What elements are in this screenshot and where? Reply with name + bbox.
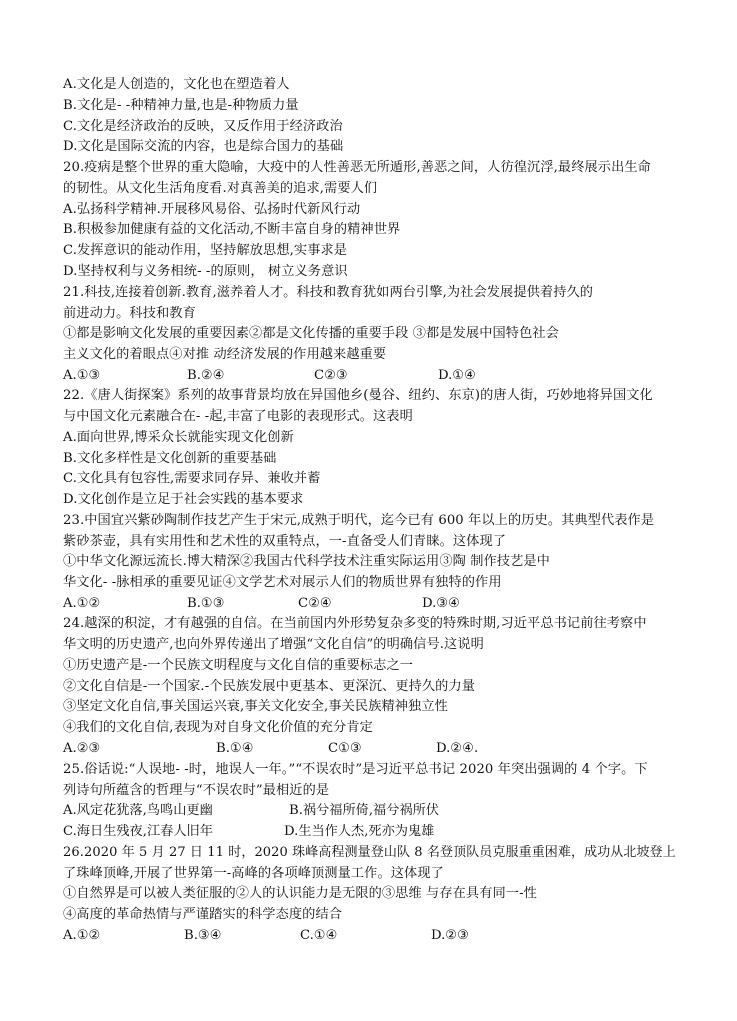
q23-stem-line-1: 23.中国宜兴紫砂陶制作技艺产生于宋元,成熟于明代，迄今已有 600 年以上的历史。其典型代表作是 <box>63 513 655 528</box>
q20-option-c: C.发挥意识的能动作用，坚持解放思想,实事求是 <box>63 243 348 258</box>
q22-option-b: B.文化多样性是文化创新的重要基础 <box>63 451 277 466</box>
q24-option-b: B.①④ <box>216 741 254 756</box>
q21-option-b: B.②④ <box>187 368 225 383</box>
q26-stem-line-1: 26.2020 年 5 月 27 日 11 时，2020 珠峰高程测量登山队 8 名登顶队员克服重重困难，成功从北坡登上 <box>63 845 676 860</box>
q26-statement-line-1: ①自然界是可以被人类征服的②人的认识能力是无限的③思维 与存在具有同一-性 <box>63 886 537 901</box>
q23-option-a: A.①② <box>63 596 101 611</box>
q20-stem-line-2: 的韧性。从文化生活角度看.对真善美的追求,需要人们 <box>63 181 378 196</box>
q26-option-c: C.①④ <box>300 928 338 943</box>
q21-stem-line-1: 21.科技,连接着创新.教育,滋养着人才。科技和教育犹如两台引擎,为社会发展提供着持久的 <box>63 285 594 300</box>
q24-option-a: A.②③ <box>63 741 101 756</box>
q26-option-d: D.②③ <box>431 928 469 943</box>
q22-option-a: A.面向世界,博采众长就能实现文化创新 <box>63 430 294 445</box>
q21-option-c: C②③ <box>314 368 348 383</box>
q26-stem-line-2: 了珠峰顶峰,开展了世界第一-高峰的各项峰顶测量工作。这体现了 <box>63 866 444 881</box>
q22-option-d: D.文化创作是立足于社会实践的基本要求 <box>63 492 304 507</box>
q22-option-c: C.文化具有包容性,需要求同存异、兼收并蓄 <box>63 471 321 486</box>
q20-option-b: B.积极参加健康有益的文化活动,不断丰富自身的精神世界 <box>63 222 401 237</box>
q24-stem-line-2: 华文明的历史遗产,也向外界传递出了增强“文化自信”的明确信号.这说明 <box>63 637 484 652</box>
q26-statement-line-2: ④高度的革命热情与严谨踏实的科学态度的结合 <box>63 907 343 922</box>
q19-option-c: C.文化是经济政治的反映，又反作用于经济政治 <box>63 119 343 134</box>
q24-statement-3: ③坚定文化自信,事关国运兴衰,事关文化安全,事关民族精神独立性 <box>63 699 448 714</box>
q23-stem-line-2: 紫砂茶壶，具有实用性和艺术性的双重特点，一-直备受人们青睐。这体现了 <box>63 534 507 549</box>
q22-stem-line-2: 与中国文化元素融合在- -起,丰富了电影的表现形式。这表明 <box>63 409 413 424</box>
q23-option-c: C②④ <box>298 596 332 611</box>
q21-option-d: D.①④ <box>438 368 476 383</box>
q19-option-a: A.文化是人创造的，文化也在塑造着人 <box>63 77 290 92</box>
q24-stem-line-1: 24.越深的积淀，才有越强的自信。在当前国内外形势复杂多变的特殊时期,习近平总书记前往考察中 <box>63 616 647 631</box>
q19-option-d: D.文化是国际交流的内容，也是综合国力的基础 <box>63 139 344 154</box>
q19-option-b: B.文化是- -种精神力量,也是-种物质力量 <box>63 98 299 113</box>
q23-statement-line-2: 华文化- -脉相承的重要见证④文学艺术对展示人们的物质世界有独特的作用 <box>63 575 502 590</box>
q24-statement-2: ②文化自信是-一个国家.-个民族发展中更基本、更深沉、更持久的力量 <box>63 679 476 694</box>
q21-statement-line-1: ①都是影响文化发展的重要因素②都是文化传播的重要手段 ③都是发展中国特色社会 <box>63 326 559 341</box>
q23-option-b: B.①③ <box>187 596 225 611</box>
q21-option-a: A.①③ <box>63 368 101 383</box>
q21-statement-line-2: 主义文化的着眼点④对推 动经济发展的作用越来越重要 <box>63 347 387 362</box>
q20-option-a: A.弘扬科学精神.开展移风易俗、弘扬时代新风行动 <box>63 202 361 217</box>
q22-stem-line-1: 22.《唐人街探案》系列的故事背景均放在异国他乡(曼谷、纽约、东京)的唐人街，巧妙地将异国文化 <box>63 388 653 403</box>
q20-stem-line-1: 20.疫病是整个世界的重大隐喻，大疫中的人性善恶无所遁形,善恶之间，人彷徨沉浮,最终展示出生命 <box>63 160 651 175</box>
q20-option-d: D.坚持权利与义务相统- -的原则， 树立义务意识 <box>63 264 348 279</box>
q24-option-c: C①③ <box>328 741 362 756</box>
q24-statement-4: ④我们的文化自信,表现为对自身文化价值的充分肯定 <box>63 720 373 735</box>
q25-option-d: D.生当作人杰,死亦为鬼雄 <box>284 824 435 839</box>
q26-option-a: A.①② <box>63 928 101 943</box>
q25-stem-line-1: 25.俗话说:“人误地- -时，地误人一年。”“不误农时”是习近平总书记 2020 年突出强调的 4 个字。下 <box>63 762 648 777</box>
q25-option-b: B.祸兮福所倚,福兮祸所伏 <box>289 803 439 818</box>
q25-stem-line-2: 列诗句所蕴含的哲理与“不误农时”最相近的是 <box>63 783 330 798</box>
q23-statement-line-1: ①中华文化源远流长.博大精深②我国古代科学技术注重实际运用③陶 制作技艺是中 <box>63 554 550 569</box>
q24-option-d: D.②④. <box>436 741 479 756</box>
q25-option-c: C.海日生残夜,江春人旧年 <box>63 824 213 839</box>
q24-statement-1: ①历史遗产是-一个民族文明程度与文化自信的重要标志之一 <box>63 658 414 673</box>
q21-stem-line-2: 前进动力。科技和教育 <box>63 306 196 321</box>
q23-option-d: D.③④ <box>422 596 460 611</box>
q25-option-a: A.风定花犹落,鸟鸣山更幽 <box>63 803 213 818</box>
q26-option-b: B.③④ <box>184 928 222 943</box>
